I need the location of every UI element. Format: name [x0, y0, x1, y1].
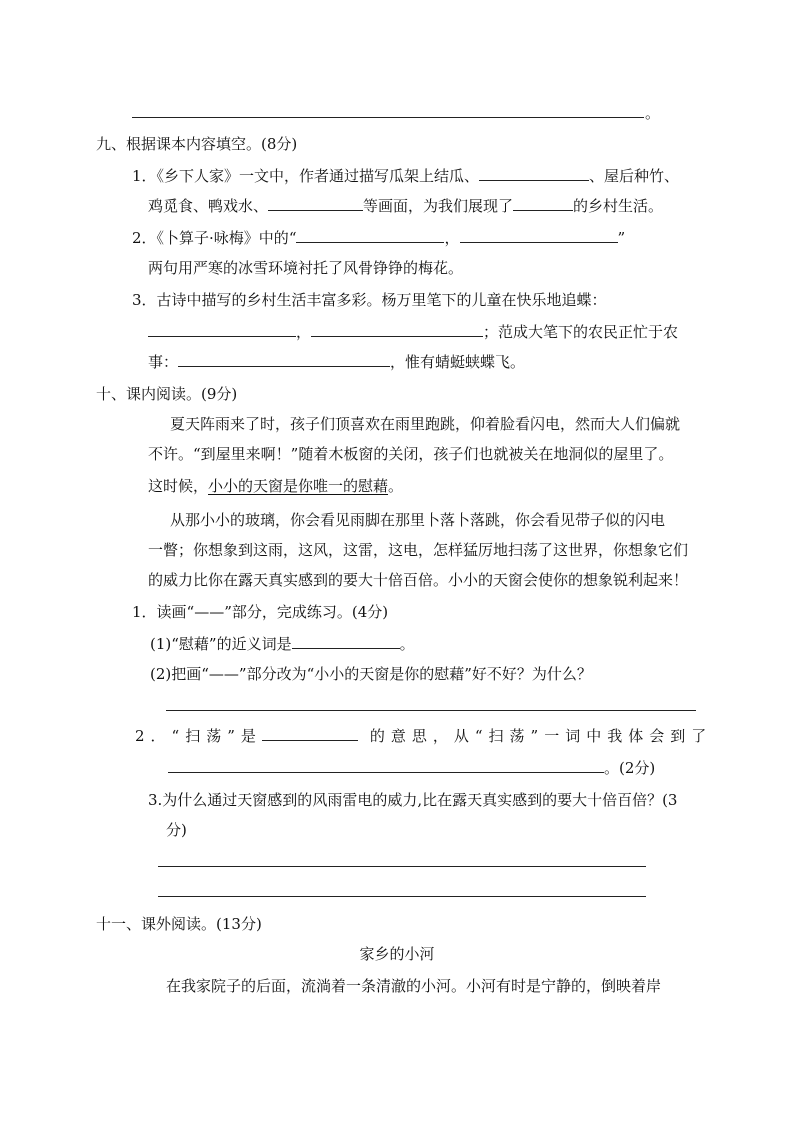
s9-q3-blank-3[interactable] [178, 352, 390, 367]
s9-q2-line2: 两句用严寒的冰雪环境衬托了风骨铮铮的梅花。 [148, 259, 464, 277]
s9-q2-line1: 2．《卜算子·咏梅》中的“ ， ” [132, 229, 626, 247]
s10-q3-line1: 3.为什么通过天窗感到的风雨雷电的威力,比在露天真实感到的要大十倍百倍？(3 [148, 791, 678, 809]
s10-p2-line2: 一瞥；你想象到这雨，这风，这雷，这电，怎样猛厉地扫荡了这世界，你想象它们 [148, 541, 689, 559]
section-9-heading: 九、根据课本内容填空。(8分) [96, 135, 298, 153]
s9-q1-blank-2[interactable] [268, 196, 363, 211]
s10-q2-line2: 。(2分) [168, 758, 655, 778]
s9-q3-line1: 3．古诗中描写的乡村生活丰富多彩。杨万里笔下的儿童在快乐地追蝶： [132, 291, 607, 309]
s10-q3-line2: 分) [166, 821, 187, 839]
passage-title: 家乡的小河 [359, 945, 435, 963]
section-10-heading: 十、课内阅读。(9分) [96, 385, 238, 403]
s10-q2-blank-1[interactable] [262, 726, 358, 741]
s10-q3-answer-line-1[interactable] [158, 866, 646, 867]
s9-q2-blank-1[interactable] [296, 228, 444, 243]
s9-q3-blank-1[interactable] [148, 322, 296, 337]
s9-q1-line1: 1．《乡下人家》一文中，作者通过描写瓜架上结瓜、 、屋后种竹、 [132, 167, 680, 185]
answer-line-top[interactable] [132, 117, 644, 118]
underlined-sentence: 小小的天窗是你唯一的慰藉 [208, 477, 389, 495]
s10-q2-line1: 2．“扫荡”是 的意思，从“扫荡”一词中我体会到了 [135, 727, 713, 745]
s10-p2-line3: 的威力比你在露天真实感到的要大十倍百倍。小小的天窗会使你的想象锐利起来！ [148, 571, 689, 589]
s9-q1-line2: 鸡觅食、鸭戏水、 等画面，为我们展现了 的乡村生活。 [148, 197, 664, 215]
s10-q2-blank-2[interactable] [168, 758, 604, 773]
s10-p2-line1: 从那小小的玻璃，你会看见雨脚在那里卜落卜落跳，你会看见带子似的闪电 [170, 511, 666, 529]
s9-q1-blank-1[interactable] [479, 166, 589, 181]
s9-q1-blank-3[interactable] [513, 196, 573, 211]
s10-q1: 1．读画“——”部分，完成练习。(4分) [132, 603, 389, 621]
s10-p1-line3: 这时候，小小的天窗是你唯一的慰藉。 [148, 477, 404, 495]
s10-q1-1: (1)“慰藉”的近义词是 。 [150, 635, 415, 653]
s10-p1-line2: 不许。“到屋里来啊！”随着木板窗的关闭，孩子们也就被关在地洞似的屋里了。 [148, 445, 674, 463]
s10-q1-2: (2)把画“——”部分改为“小小的天窗是你的慰藉”好不好？为什么？ [150, 665, 592, 683]
s10-q1-1-blank[interactable] [292, 634, 400, 649]
s10-p1-line1: 夏天阵雨来了时，孩子们顶喜欢在雨里跑跳，仰着脸看闪电，然而大人们偏就 [170, 415, 681, 433]
s11-p1-line1: 在我家院子的后面，流淌着一条清澈的小河。小河有时是宁静的，倒映着岸 [166, 977, 662, 995]
top-line-end: 。 [645, 104, 661, 122]
s10-q3-answer-line-2[interactable] [158, 896, 646, 897]
s9-q2-blank-2[interactable] [460, 228, 618, 243]
s9-q3-blank-2[interactable] [311, 322, 483, 337]
s9-q3-line3: 事： ，惟有蜻蜓蛱蝶飞。 [148, 353, 526, 371]
s10-q1-2-answer-line[interactable] [166, 710, 696, 711]
section-11-heading: 十一、课外阅读。(13分) [96, 915, 262, 933]
s9-q3-line2: ， ；范成大笔下的农民正忙于农 [148, 322, 678, 342]
